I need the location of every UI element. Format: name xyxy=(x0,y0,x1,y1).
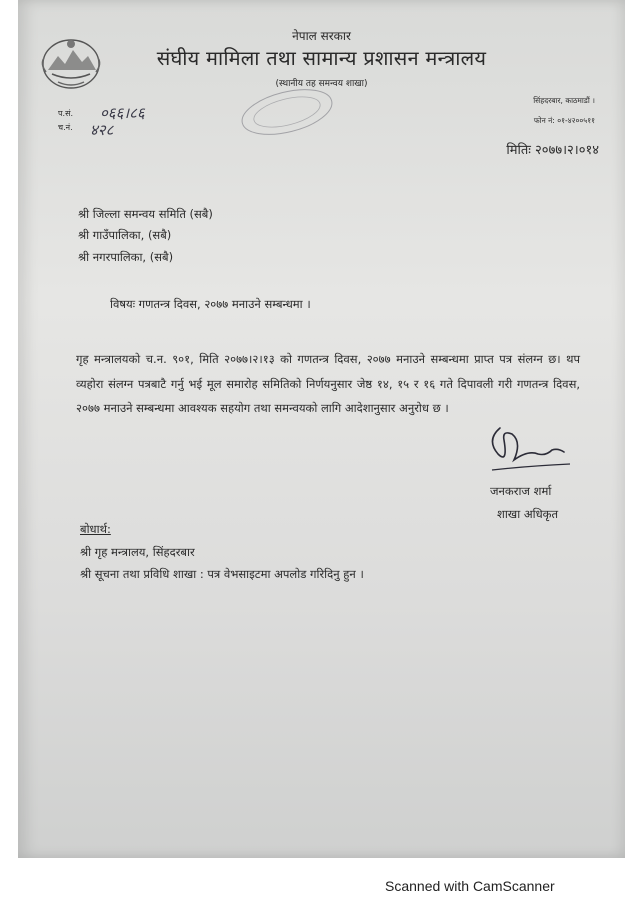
signatory-title: शाखा अधिकृत xyxy=(497,507,559,521)
recipient-line: श्री नगरपालिका, (सबै) xyxy=(78,250,174,264)
letter-body: गृह मन्त्रालयको च.न. ९०१, मिति २०७७।२।१३ को गणतन्त्र दिवस, २०७७ मनाउने सम्बन्धमा प्राप्त पत्र संलग्न छ। थप व्यहोरा संलग्न पत्रबाटै गर्नु भई मूल समारोह समितिको निर्णयनुसार जेष्ठ १४, १५ र १६ गते दिपावली गरी गणतन्त्र दिवस, २०७७ मनाउने सम्बन्धमा आवश्यक सहयोग तथा समन्वयको लागि आदेशानुसार अनुरोध छ । xyxy=(76,352,580,415)
office-stamp xyxy=(232,86,342,138)
cc-item: श्री सूचना तथा प्रविधि शाखा : पत्र वेभसाइटमा अपलोड गरिदिनु हुन । xyxy=(80,567,364,581)
branch-name: (स्थानीय तह समन्वय शाखा) xyxy=(275,79,368,89)
office-phone: फोन नं: ०१-४२००५११ xyxy=(533,116,595,125)
signatory-name: जनकराज शर्मा xyxy=(490,484,552,498)
scanner-watermark: Scanned with CamScanner xyxy=(385,878,555,894)
reference-number: ०६६।८६ xyxy=(100,104,145,122)
office-address: सिंहदरबार, काठमाडौं । xyxy=(533,96,595,105)
handwritten-signature xyxy=(478,420,578,480)
letter-date: मितिः २०७७।२।०१४ xyxy=(506,143,599,158)
government-name: नेपाल सरकार xyxy=(292,29,351,43)
dispatch-number: ४२८ xyxy=(90,121,114,139)
ministry-name: संघीय मामिला तथा सामान्य प्रशासन मन्त्रालय xyxy=(156,46,487,70)
letter-subject: विषयः गणतन्त्र दिवस, २०७७ मनाउने सम्बन्धमा । xyxy=(110,297,311,311)
cc-item: श्री गृह मन्त्रालय, सिंहदरबार xyxy=(80,545,195,559)
recipient-line: श्री गाउँपालिका, (सबै) xyxy=(78,228,172,242)
reference-label: प.सं. xyxy=(58,109,74,118)
recipient-line: श्री जिल्ला समन्वय समिति (सबै) xyxy=(78,207,213,221)
cc-heading: बोधार्थ: xyxy=(80,522,111,536)
dispatch-label: च.नं. xyxy=(58,123,73,132)
